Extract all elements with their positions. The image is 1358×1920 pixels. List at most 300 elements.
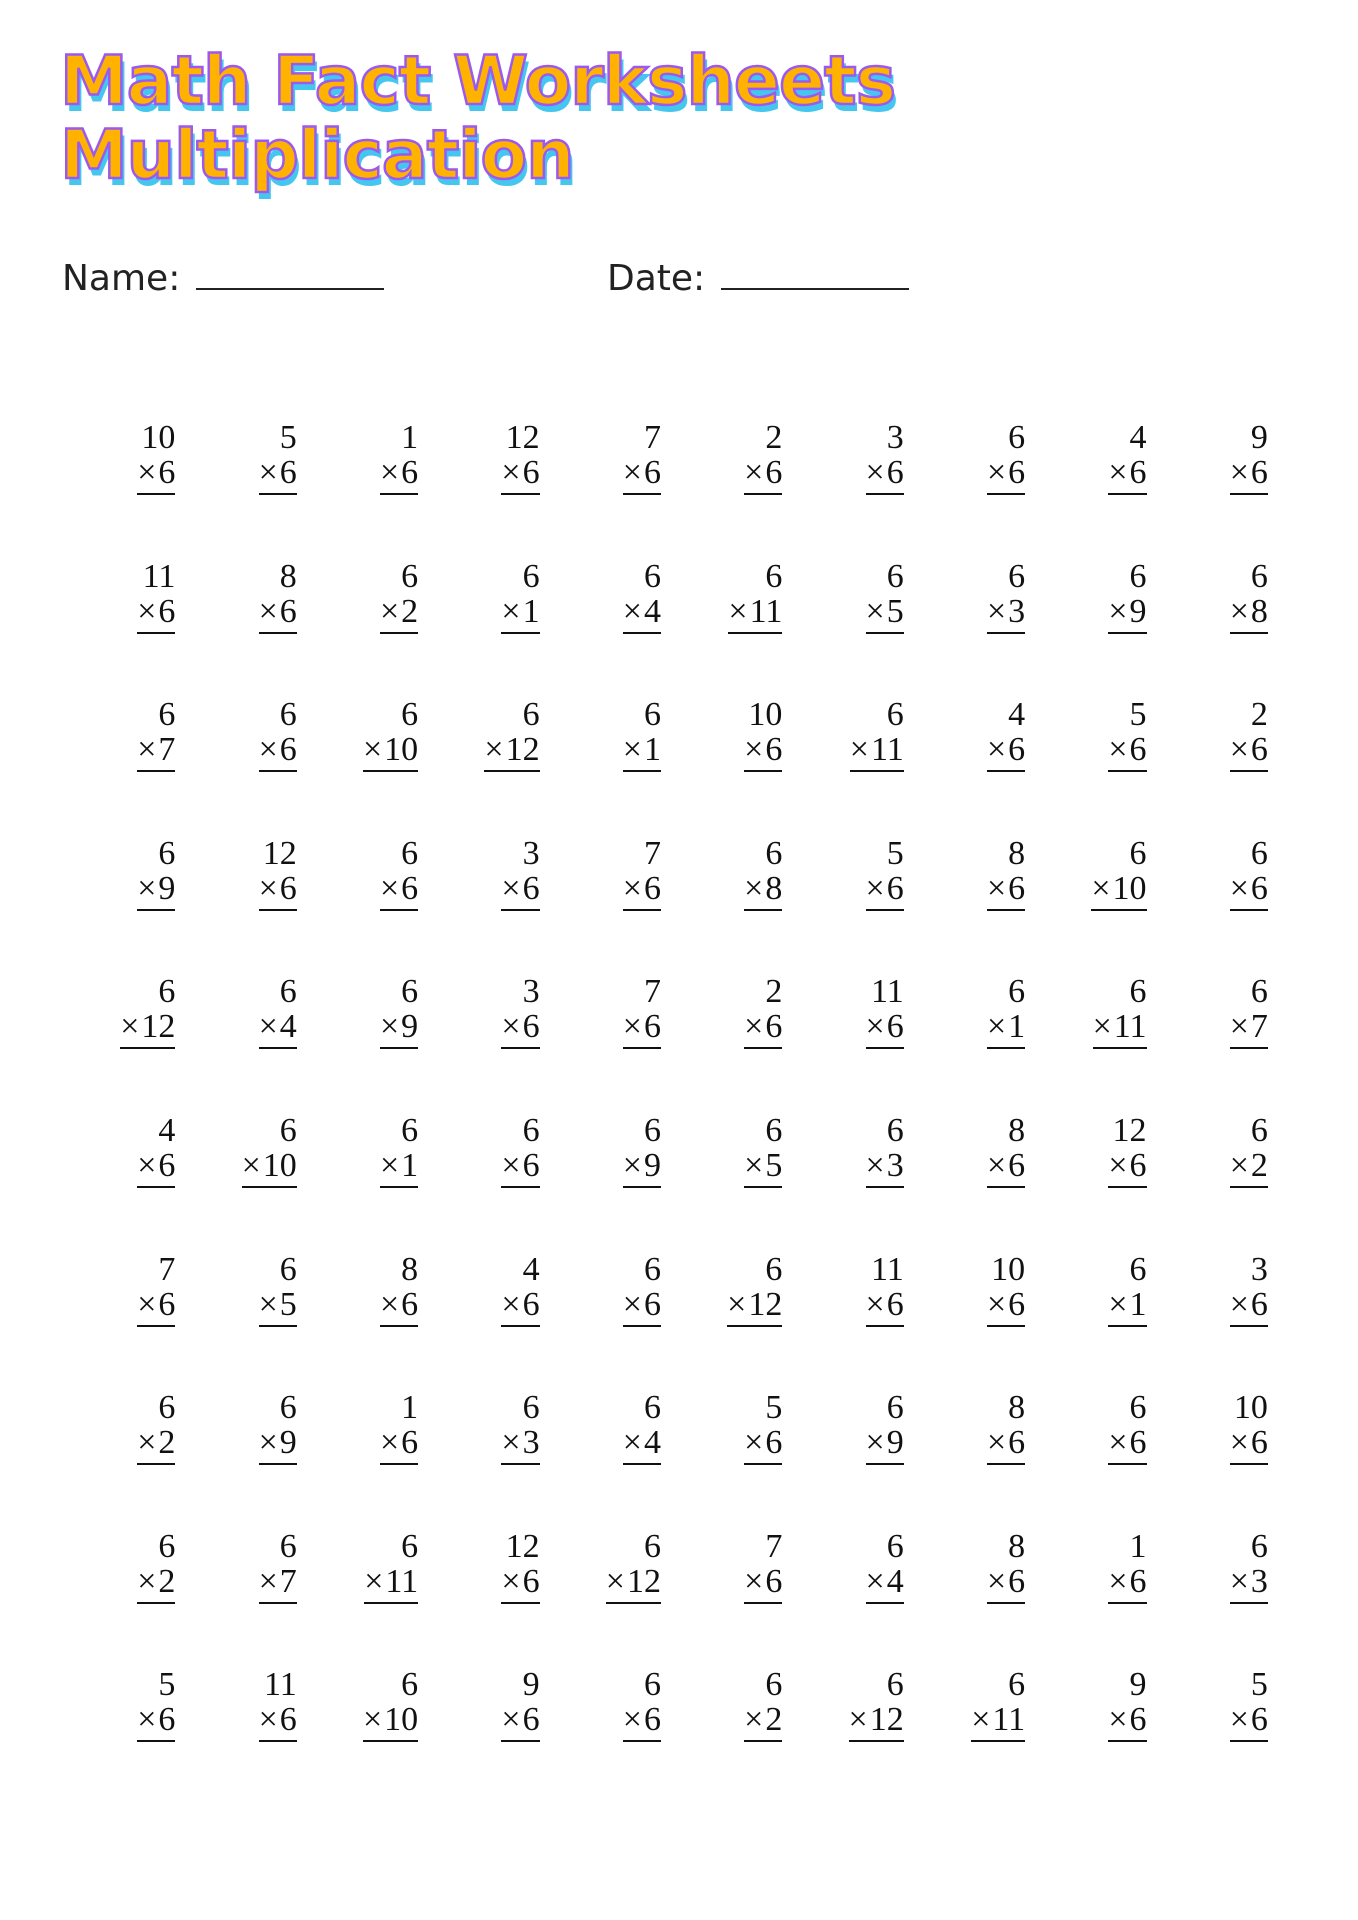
problem-bottom-number: 6 — [522, 1146, 540, 1184]
problem-bottom-number: 6 — [643, 869, 661, 907]
problem-bottom-number: 6 — [401, 454, 419, 491]
problem-bottom-row — [137, 871, 175, 911]
problem-bottom-row — [380, 1148, 418, 1188]
multiplication-problem — [323, 559, 444, 698]
multiplication-problem — [566, 1390, 687, 1529]
multiply-sign: × — [1229, 1562, 1249, 1600]
multiplication-problem — [687, 836, 808, 975]
problem-bottom-row — [1108, 1287, 1146, 1327]
problem-top-number: 6 — [279, 1250, 297, 1288]
multiplication-problem — [1173, 1529, 1294, 1668]
problem-bottom-row — [380, 1009, 418, 1049]
multiply-sign: × — [137, 1424, 157, 1462]
problem-bottom-number: 6 — [401, 1285, 419, 1323]
problem-top-number: 6 — [401, 696, 419, 734]
problem-stack — [380, 420, 418, 495]
problem-top-number: 6 — [643, 1250, 661, 1288]
problem-stack — [137, 420, 175, 495]
multiply-sign: × — [849, 731, 869, 769]
problem-top-number: 6 — [643, 696, 661, 734]
problem-bottom-number: 2 — [765, 1701, 783, 1739]
problem-stack — [866, 1390, 904, 1465]
problem-top-number: 6 — [401, 1111, 419, 1149]
multiplication-problem — [80, 1390, 201, 1529]
problem-bottom-row — [744, 1148, 782, 1188]
multiply-sign: × — [865, 1285, 885, 1323]
problem-bottom-number: 9 — [158, 869, 176, 907]
problem-bottom-number: 1 — [1008, 1008, 1026, 1046]
multiplication-problem — [323, 1390, 444, 1529]
problem-bottom-number: 5 — [279, 1285, 297, 1323]
multiplication-problem — [687, 1390, 808, 1529]
problem-bottom-row — [987, 594, 1025, 634]
problem-bottom-row — [259, 1009, 297, 1049]
problem-stack — [1108, 420, 1146, 495]
problem-bottom-row — [623, 871, 661, 911]
problem-stack — [380, 1252, 418, 1327]
problem-bottom-row — [987, 1287, 1025, 1327]
multiply-sign: × — [1229, 1146, 1249, 1184]
multiplication-problem — [444, 559, 565, 698]
problem-stack — [866, 836, 904, 911]
problem-bottom-row — [850, 732, 904, 772]
problem-stack — [849, 1667, 904, 1742]
problem-top-number: 7 — [643, 834, 661, 872]
problem-stack — [501, 1667, 539, 1742]
problem-top-number: 7 — [158, 1250, 176, 1288]
multiply-sign: × — [744, 1701, 764, 1739]
multiplication-problem — [808, 1390, 929, 1529]
problem-top-number: 9 — [1250, 419, 1268, 456]
problem-stack — [1108, 697, 1146, 772]
problem-top-number: 1 — [1129, 1527, 1147, 1565]
problem-bottom-number: 6 — [886, 1285, 904, 1323]
problem-stack — [744, 1667, 782, 1742]
problem-stack — [1230, 836, 1268, 911]
multiplication-problem — [930, 420, 1051, 559]
problem-top-number: 6 — [158, 834, 176, 872]
problem-bottom-row — [623, 732, 661, 772]
problem-stack — [501, 1113, 539, 1188]
multiply-sign: × — [986, 1285, 1007, 1323]
multiplication-problem — [930, 1667, 1051, 1806]
problem-top-number: 6 — [279, 1389, 297, 1427]
multiply-sign: × — [744, 1008, 764, 1046]
problem-stack — [259, 697, 297, 772]
multiplication-problem — [80, 1529, 201, 1668]
problem-top-number: 6 — [886, 557, 904, 595]
multiplication-problem — [687, 559, 808, 698]
problem-bottom-number: 3 — [522, 1424, 540, 1462]
problem-bottom-number: 10 — [262, 1146, 297, 1184]
problem-bottom-number: 12 — [141, 1008, 176, 1046]
multiply-sign: × — [986, 1562, 1007, 1600]
multiply-sign: × — [1229, 1701, 1249, 1739]
problem-bottom-row — [623, 1009, 661, 1049]
multiply-sign: × — [865, 1424, 885, 1462]
problem-bottom-row — [501, 1148, 539, 1188]
problem-stack — [1108, 1252, 1146, 1327]
problem-stack — [259, 1529, 297, 1604]
problem-bottom-row — [623, 1702, 661, 1742]
multiply-sign: × — [258, 454, 278, 491]
multiply-sign: × — [622, 1424, 642, 1462]
problem-bottom-row — [866, 1564, 904, 1604]
problem-top-number: 6 — [1008, 1666, 1026, 1704]
problem-stack — [623, 1667, 661, 1742]
problem-stack — [259, 420, 297, 495]
multiply-sign: × — [379, 454, 400, 491]
problem-top-number: 6 — [643, 557, 661, 595]
multiplication-problem — [323, 836, 444, 975]
multiply-sign: × — [379, 869, 400, 907]
multiply-sign: × — [986, 1424, 1007, 1462]
problem-top-number: 2 — [765, 973, 783, 1011]
date-blank-line — [721, 254, 909, 290]
problem-top-number: 6 — [1008, 419, 1026, 456]
problem-bottom-row — [1230, 1009, 1268, 1049]
problem-bottom-row — [484, 732, 539, 772]
problem-stack — [259, 974, 297, 1049]
multiply-sign: × — [137, 731, 157, 769]
problem-bottom-number: 6 — [1250, 454, 1268, 491]
multiplication-problem — [201, 559, 322, 698]
name-field — [62, 254, 384, 299]
problem-bottom-row — [1230, 871, 1268, 911]
problem-bottom-row — [971, 1702, 1025, 1742]
multiply-sign: × — [1229, 731, 1249, 769]
problem-top-number: 6 — [765, 1666, 783, 1704]
problem-top-number: 6 — [1129, 973, 1147, 1011]
multiplication-problem — [566, 559, 687, 698]
problem-bottom-row — [363, 732, 418, 772]
problem-bottom-row — [866, 1009, 904, 1049]
problem-stack — [866, 1113, 904, 1188]
multiplication-problem — [201, 420, 322, 559]
problem-top-number: 3 — [886, 419, 904, 456]
multiplication-problem — [566, 1529, 687, 1668]
problem-stack — [987, 1390, 1025, 1465]
problem-top-number: 6 — [886, 1111, 904, 1149]
problem-bottom-number: 11 — [870, 731, 904, 769]
multiplication-problem — [1173, 1390, 1294, 1529]
problem-bottom-row — [744, 455, 782, 495]
multiply-sign: × — [362, 731, 383, 769]
problem-bottom-row — [744, 1564, 782, 1604]
multiply-sign: × — [258, 1424, 278, 1462]
multiply-sign: × — [865, 1562, 885, 1600]
problem-stack — [987, 1529, 1025, 1604]
multiply-sign: × — [137, 1146, 157, 1184]
multiply-sign: × — [986, 1146, 1007, 1184]
problem-stack — [501, 1252, 539, 1327]
multiplication-problem — [201, 1529, 322, 1668]
problem-bottom-number: 2 — [401, 592, 419, 630]
problem-top-number: 5 — [158, 1666, 176, 1704]
multiply-sign: × — [1229, 1285, 1249, 1323]
student-info-row — [62, 254, 962, 300]
problem-top-number: 8 — [279, 557, 297, 595]
problem-top-number: 8 — [1008, 1527, 1026, 1565]
multiply-sign: × — [137, 1285, 157, 1323]
problem-top-number: 6 — [1129, 1389, 1147, 1427]
problem-bottom-number: 6 — [158, 1285, 176, 1323]
multiplication-problem — [1051, 836, 1172, 975]
multiply-sign: × — [865, 869, 885, 907]
multiplication-problem — [1051, 697, 1172, 836]
problem-bottom-number: 2 — [158, 1562, 176, 1600]
multiplication-problem — [1173, 836, 1294, 975]
multiplication-problem — [687, 697, 808, 836]
multiplication-problem — [930, 559, 1051, 698]
problem-top-number: 6 — [279, 1111, 297, 1149]
problem-bottom-number: 9 — [886, 1424, 904, 1462]
problem-bottom-number: 6 — [1129, 1701, 1147, 1739]
multiplication-problem — [808, 420, 929, 559]
problem-stack — [987, 974, 1025, 1049]
problem-stack — [259, 559, 297, 634]
problem-bottom-row — [259, 1425, 297, 1465]
problem-top-number: 12 — [505, 1527, 540, 1565]
multiply-sign: × — [258, 1285, 278, 1323]
problem-stack — [380, 1390, 418, 1465]
problem-bottom-number: 6 — [1129, 1562, 1147, 1600]
problem-bottom-number: 6 — [158, 454, 176, 491]
problem-bottom-number: 1 — [643, 731, 661, 769]
problem-bottom-number: 11 — [749, 592, 783, 630]
problem-stack — [380, 1113, 418, 1188]
multiply-sign: × — [1108, 454, 1128, 491]
multiply-sign: × — [1108, 1146, 1128, 1184]
problem-stack — [364, 1529, 418, 1604]
multiply-sign: × — [501, 1146, 521, 1184]
multiply-sign: × — [622, 869, 642, 907]
multiplication-problem — [80, 420, 201, 559]
problem-stack — [987, 697, 1025, 772]
problem-stack — [242, 1113, 297, 1188]
problem-bottom-row — [987, 732, 1025, 772]
multiplication-problem — [323, 1667, 444, 1806]
problem-bottom-number: 11 — [385, 1562, 419, 1600]
problem-top-number: 6 — [886, 1527, 904, 1565]
multiplication-problem — [201, 974, 322, 1113]
problem-bottom-row — [866, 871, 904, 911]
multiply-sign: × — [986, 1008, 1007, 1046]
problem-stack — [137, 1390, 175, 1465]
problem-stack — [1108, 1390, 1146, 1465]
problem-top-number: 4 — [522, 1250, 540, 1288]
multiplication-problem — [201, 836, 322, 975]
problem-bottom-row — [501, 1425, 539, 1465]
problem-stack — [744, 697, 782, 772]
problem-top-number: 11 — [870, 973, 904, 1011]
multiplication-problem — [566, 1252, 687, 1391]
multiply-sign: × — [137, 869, 157, 907]
problem-stack — [380, 836, 418, 911]
problem-bottom-number: 1 — [1129, 1285, 1147, 1323]
multiply-sign: × — [622, 1285, 642, 1323]
multiply-sign: × — [379, 1424, 400, 1462]
multiplication-problem — [1051, 1390, 1172, 1529]
multiply-sign: × — [1108, 592, 1128, 630]
problem-bottom-number: 7 — [158, 731, 176, 769]
problem-bottom-number: 6 — [765, 454, 783, 491]
problem-bottom-number: 4 — [643, 1424, 661, 1462]
problem-bottom-row — [137, 1287, 175, 1327]
multiplication-problem — [444, 420, 565, 559]
multiply-sign: × — [1108, 1701, 1128, 1739]
problem-stack — [1230, 420, 1268, 495]
problem-bottom-row — [1230, 1148, 1268, 1188]
problem-bottom-row — [727, 1287, 782, 1327]
multiplication-problem — [930, 974, 1051, 1113]
problem-bottom-number: 6 — [1129, 1146, 1147, 1184]
problem-top-number: 6 — [1008, 973, 1026, 1011]
multiplication-problem — [323, 1113, 444, 1252]
problem-bottom-row — [987, 871, 1025, 911]
problem-bottom-number: 12 — [505, 731, 540, 769]
multiplication-problem — [323, 420, 444, 559]
problem-top-number: 6 — [1129, 1250, 1147, 1288]
multiply-sign: × — [258, 592, 278, 630]
problem-bottom-row — [1108, 1564, 1146, 1604]
problem-stack — [501, 836, 539, 911]
problem-bottom-number: 9 — [643, 1146, 661, 1184]
multiply-sign: × — [501, 592, 521, 630]
problem-bottom-row — [380, 1287, 418, 1327]
multiply-sign: × — [137, 592, 157, 630]
problem-top-number: 7 — [765, 1527, 783, 1565]
multiply-sign: × — [865, 592, 885, 630]
name-label: Name: — [62, 258, 181, 299]
multiply-sign: × — [1091, 869, 1111, 907]
multiplication-problem — [80, 974, 201, 1113]
multiplication-problem — [1051, 420, 1172, 559]
problem-bottom-row — [623, 594, 661, 634]
problem-stack — [987, 420, 1025, 495]
multiply-sign: × — [1229, 454, 1249, 491]
problem-top-number: 8 — [1008, 1389, 1026, 1427]
multiply-sign: × — [865, 1146, 885, 1184]
multiply-sign: × — [622, 1008, 642, 1046]
problem-bottom-row — [137, 455, 175, 495]
multiplication-problem — [1051, 974, 1172, 1113]
multiplication-problem — [930, 1113, 1051, 1252]
problem-bottom-number: 10 — [1112, 869, 1147, 907]
problem-top-number: 4 — [158, 1111, 176, 1149]
problem-bottom-row — [380, 1425, 418, 1465]
multiply-sign: × — [258, 1562, 278, 1600]
multiply-sign: × — [258, 1008, 278, 1046]
multiplication-problem — [201, 1113, 322, 1252]
problem-bottom-number: 1 — [401, 1146, 419, 1184]
problem-stack — [137, 559, 175, 634]
problem-bottom-number: 8 — [765, 869, 783, 907]
problem-bottom-number: 6 — [765, 1008, 783, 1046]
problem-top-number: 10 — [1233, 1389, 1268, 1427]
multiplication-problem — [80, 1667, 201, 1806]
problem-bottom-row — [1230, 594, 1268, 634]
problem-stack — [137, 1113, 175, 1188]
problem-bottom-row — [364, 1564, 418, 1604]
problem-top-number: 6 — [643, 1666, 661, 1704]
multiply-sign: × — [744, 1424, 764, 1462]
problem-bottom-row — [380, 871, 418, 911]
multiplication-problem — [808, 1252, 929, 1391]
problem-bottom-number: 7 — [279, 1562, 297, 1600]
problem-top-number: 6 — [765, 1250, 783, 1288]
problem-bottom-row — [623, 455, 661, 495]
problem-top-number: 9 — [1129, 1666, 1147, 1704]
multiply-sign: × — [258, 869, 278, 907]
problem-bottom-number: 3 — [1250, 1562, 1268, 1600]
problem-bottom-number: 6 — [1250, 1701, 1268, 1739]
problem-stack — [259, 1390, 297, 1465]
multiply-sign: × — [379, 1008, 400, 1046]
multiplication-problem — [687, 1667, 808, 1806]
multiplication-problem — [1173, 1113, 1294, 1252]
problem-bottom-row — [137, 1148, 175, 1188]
problem-bottom-row — [501, 871, 539, 911]
problem-stack — [1230, 1252, 1268, 1327]
problem-bottom-number: 4 — [279, 1008, 297, 1046]
multiplication-problem — [687, 1113, 808, 1252]
problem-top-number: 12 — [505, 419, 540, 456]
problem-stack — [501, 1390, 539, 1465]
problem-top-number: 10 — [141, 419, 176, 456]
multiplication-problem — [808, 836, 929, 975]
problem-stack — [137, 1252, 175, 1327]
multiply-sign: × — [727, 1285, 747, 1323]
problem-top-number: 8 — [401, 1250, 419, 1288]
problem-bottom-row — [501, 1564, 539, 1604]
problem-bottom-number: 11 — [992, 1701, 1026, 1739]
problem-bottom-row — [849, 1702, 904, 1742]
problem-bottom-number: 9 — [1129, 592, 1147, 630]
problem-top-number: 6 — [279, 1527, 297, 1565]
problem-top-number: 12 — [262, 834, 297, 872]
problem-stack — [484, 697, 539, 772]
multiply-sign: × — [744, 1562, 764, 1600]
problem-bottom-number: 5 — [886, 592, 904, 630]
problem-stack — [623, 1113, 661, 1188]
multiplication-problem — [1051, 1252, 1172, 1391]
problem-top-number: 6 — [886, 1389, 904, 1427]
problem-bottom-number: 6 — [1008, 731, 1026, 769]
problem-stack — [623, 559, 661, 634]
problem-bottom-number: 6 — [643, 1701, 661, 1739]
problem-stack — [606, 1529, 661, 1604]
problem-top-number: 3 — [522, 834, 540, 872]
problem-bottom-row — [866, 594, 904, 634]
problem-bottom-row — [866, 1287, 904, 1327]
multiplication-problem — [808, 1529, 929, 1668]
multiplication-problem — [444, 1390, 565, 1529]
multiply-sign: × — [622, 592, 642, 630]
multiply-sign: × — [379, 1285, 400, 1323]
multiplication-problem — [323, 1529, 444, 1668]
problem-stack — [1230, 974, 1268, 1049]
problem-bottom-row — [1108, 455, 1146, 495]
problem-top-number: 5 — [886, 834, 904, 872]
problem-bottom-row — [744, 732, 782, 772]
problem-stack — [1230, 1667, 1268, 1742]
multiplication-problem — [687, 420, 808, 559]
problem-bottom-number: 6 — [643, 454, 661, 491]
problem-stack — [1230, 1113, 1268, 1188]
multiply-sign: × — [986, 454, 1007, 491]
problem-top-number: 9 — [522, 1666, 540, 1704]
